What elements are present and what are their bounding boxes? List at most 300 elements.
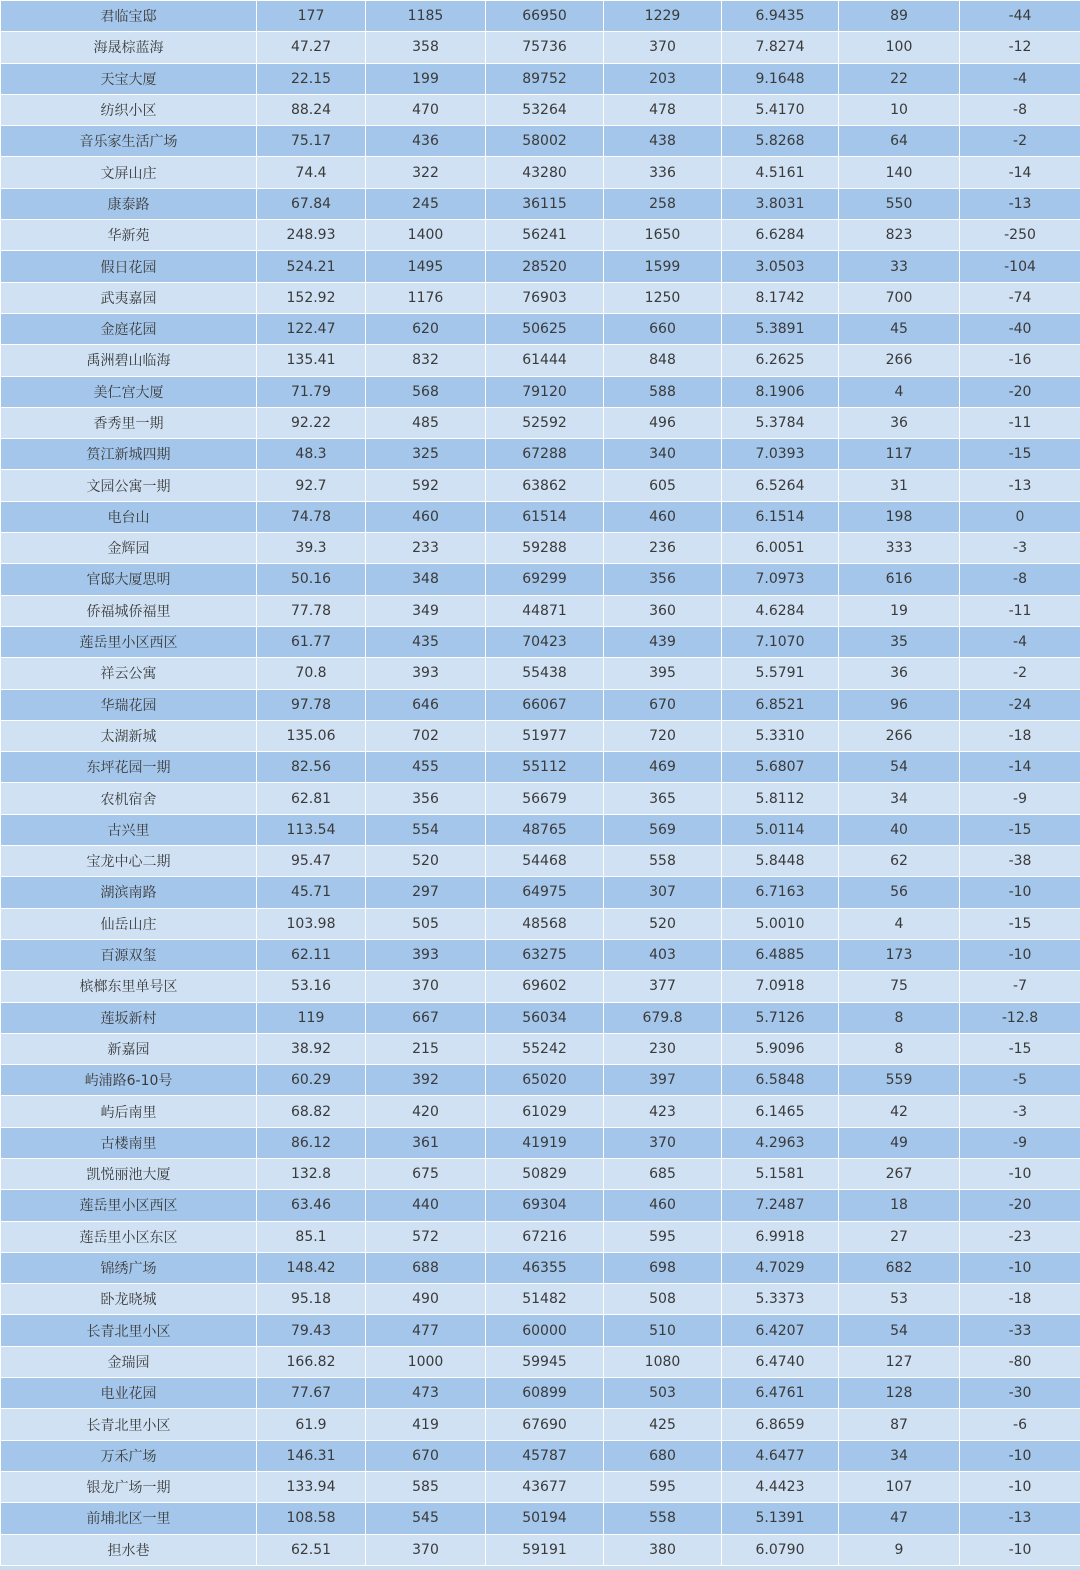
table-cell: 135.06 <box>257 720 366 751</box>
table-cell: 4.6284 <box>722 595 839 626</box>
table-row <box>1 251 1080 282</box>
community-name-cell: 海晟棕蓝海 <box>1 32 257 63</box>
table-cell: 520 <box>604 908 722 939</box>
table-cell: 832 <box>366 345 486 376</box>
table-cell: 58002 <box>486 126 604 157</box>
table-cell: 71.79 <box>257 376 366 407</box>
table-cell: 19 <box>839 595 960 626</box>
table-cell: 50.16 <box>257 564 366 595</box>
table-cell: 5.6807 <box>722 752 839 783</box>
table-cell: 558 <box>604 846 722 877</box>
table-cell: -9 <box>960 1127 1080 1158</box>
table-cell: -44 <box>960 1 1080 32</box>
table-cell: 6.8521 <box>722 689 839 720</box>
table-cell: 55242 <box>486 1033 604 1064</box>
table-cell: 5.4170 <box>722 94 839 125</box>
table-cell: 117 <box>839 439 960 470</box>
table-cell: 59191 <box>486 1534 604 1565</box>
table-cell: 61029 <box>486 1096 604 1127</box>
table-cell: 333 <box>839 533 960 564</box>
table-cell: 22 <box>839 63 960 94</box>
table-cell: 86.12 <box>257 1127 366 1158</box>
table-cell: 8 <box>839 1033 960 1064</box>
table-cell: 460 <box>604 1190 722 1221</box>
table-cell: 100 <box>839 32 960 63</box>
table-cell: 6.1514 <box>722 501 839 532</box>
table-cell: 393 <box>366 658 486 689</box>
table-cell: 267 <box>839 1158 960 1189</box>
table-cell: 7.1070 <box>722 626 839 657</box>
community-name-cell: 华新苑 <box>1 220 257 251</box>
table-cell: 95.18 <box>257 1284 366 1315</box>
table-cell: 56679 <box>486 783 604 814</box>
table-cell: 1000 <box>366 1346 486 1377</box>
table-cell: -13 <box>960 470 1080 501</box>
table-cell: 132.8 <box>257 1158 366 1189</box>
table-cell: 348 <box>366 564 486 595</box>
table-cell: 79.43 <box>257 1315 366 1346</box>
table-cell: 7.0973 <box>722 564 839 595</box>
table-cell: 54 <box>839 752 960 783</box>
table-cell: 4.7029 <box>722 1252 839 1283</box>
table-cell: 1599 <box>604 251 722 282</box>
table-cell: 6.6284 <box>722 220 839 251</box>
table-cell: 423 <box>604 1096 722 1127</box>
table-cell: 50625 <box>486 313 604 344</box>
table-cell: 107 <box>839 1471 960 1502</box>
table-cell: 61514 <box>486 501 604 532</box>
table-row <box>1 1065 1080 1096</box>
table-row <box>1 689 1080 720</box>
table-cell: 89 <box>839 1 960 32</box>
table-cell: -15 <box>960 908 1080 939</box>
table-cell: 358 <box>366 32 486 63</box>
table-cell: 361 <box>366 1127 486 1158</box>
table-cell: 6.4740 <box>722 1346 839 1377</box>
table-cell: -23 <box>960 1221 1080 1252</box>
table-cell: 69299 <box>486 564 604 595</box>
table-cell: 47 <box>839 1503 960 1534</box>
table-cell: -14 <box>960 752 1080 783</box>
table-row <box>1 439 1080 470</box>
table-cell: 41919 <box>486 1127 604 1158</box>
table-cell: 9 <box>839 1534 960 1565</box>
table-cell: 48765 <box>486 814 604 845</box>
table-cell: 5.3891 <box>722 313 839 344</box>
table-cell: 56 <box>839 877 960 908</box>
table-cell: 5.8448 <box>722 846 839 877</box>
table-cell: 595 <box>604 1221 722 1252</box>
table-cell: 4.5161 <box>722 157 839 188</box>
table-cell: 8 <box>839 1002 960 1033</box>
community-name-cell: 宝龙中心二期 <box>1 846 257 877</box>
table-cell: 5.5791 <box>722 658 839 689</box>
table-row <box>1 188 1080 219</box>
table-cell: -2 <box>960 126 1080 157</box>
table-cell: 477 <box>366 1315 486 1346</box>
table-cell: 6.1465 <box>722 1096 839 1127</box>
table-row <box>1 94 1080 125</box>
table-cell: 55438 <box>486 658 604 689</box>
table-cell: 700 <box>839 282 960 313</box>
table-cell: 4 <box>839 908 960 939</box>
table-cell: 55112 <box>486 752 604 783</box>
table-cell: 9.1648 <box>722 63 839 94</box>
table-cell: 63275 <box>486 939 604 970</box>
table-cell: 148.42 <box>257 1252 366 1283</box>
table-cell: 420 <box>366 1096 486 1127</box>
table-cell: 397 <box>604 1065 722 1096</box>
table-cell: 96 <box>839 689 960 720</box>
table-cell: 5.0010 <box>722 908 839 939</box>
table-cell: 152.92 <box>257 282 366 313</box>
table-row <box>1 157 1080 188</box>
table-row <box>1 407 1080 438</box>
table-cell: 22.15 <box>257 63 366 94</box>
table-cell: -4 <box>960 626 1080 657</box>
table-cell: 88.24 <box>257 94 366 125</box>
table-cell: 469 <box>604 752 722 783</box>
table-cell: 74.78 <box>257 501 366 532</box>
community-name-cell: 莲坂新村 <box>1 1002 257 1033</box>
table-cell: 33 <box>839 251 960 282</box>
table-cell: 380 <box>604 1534 722 1565</box>
table-cell: 87 <box>839 1409 960 1440</box>
table-cell: -250 <box>960 220 1080 251</box>
table-cell: 66950 <box>486 1 604 32</box>
table-row <box>1 126 1080 157</box>
table-cell: 103.98 <box>257 908 366 939</box>
table-cell: 1250 <box>604 282 722 313</box>
table-cell: 45.71 <box>257 877 366 908</box>
table-cell: 660 <box>604 313 722 344</box>
table-cell: 646 <box>366 689 486 720</box>
table-cell: 496 <box>604 407 722 438</box>
table-cell: 52592 <box>486 407 604 438</box>
table-cell: 47.27 <box>257 32 366 63</box>
table-cell: 245 <box>366 188 486 219</box>
table-cell: 360 <box>604 595 722 626</box>
table-cell: -10 <box>960 1534 1080 1565</box>
table-cell: 108.58 <box>257 1503 366 1534</box>
table-cell: 545 <box>366 1503 486 1534</box>
table-row <box>1 626 1080 657</box>
table-cell: 67216 <box>486 1221 604 1252</box>
table-cell: 340 <box>604 439 722 470</box>
table-cell: 62 <box>839 846 960 877</box>
table-cell: 356 <box>604 564 722 595</box>
community-name-cell: 太湖新城 <box>1 720 257 751</box>
table-cell: 266 <box>839 345 960 376</box>
table-cell: 79120 <box>486 376 604 407</box>
table-cell: 38.92 <box>257 1033 366 1064</box>
table-row <box>1 720 1080 751</box>
table-cell: 230 <box>604 1033 722 1064</box>
table-row <box>1 282 1080 313</box>
table-cell: 53264 <box>486 94 604 125</box>
table-cell: 53.16 <box>257 971 366 1002</box>
table-row <box>1 1190 1080 1221</box>
table-cell: 307 <box>604 877 722 908</box>
table-cell: 1229 <box>604 1 722 32</box>
table-cell: 559 <box>839 1065 960 1096</box>
table-cell: 336 <box>604 157 722 188</box>
community-name-cell: 仙岳山庄 <box>1 908 257 939</box>
table-cell: 7.0918 <box>722 971 839 1002</box>
table-cell: 6.8659 <box>722 1409 839 1440</box>
table-row <box>1 1033 1080 1064</box>
table-cell: 1185 <box>366 1 486 32</box>
table-cell: 46355 <box>486 1252 604 1283</box>
table-cell: 297 <box>366 877 486 908</box>
table-cell: 62.11 <box>257 939 366 970</box>
table-cell: 7.8274 <box>722 32 839 63</box>
table-row <box>1 1440 1080 1471</box>
community-name-cell: 筼江新城四期 <box>1 439 257 470</box>
table-cell: 92.22 <box>257 407 366 438</box>
table-cell: 670 <box>604 689 722 720</box>
table-cell: 720 <box>604 720 722 751</box>
community-name-cell: 武夷嘉园 <box>1 282 257 313</box>
table-cell: 393 <box>366 939 486 970</box>
table-cell: 685 <box>604 1158 722 1189</box>
table-cell: 823 <box>839 220 960 251</box>
table-cell: 554 <box>366 814 486 845</box>
table-cell: 439 <box>604 626 722 657</box>
table-cell: -10 <box>960 1158 1080 1189</box>
table-cell: 60000 <box>486 1315 604 1346</box>
table-cell: 6.9918 <box>722 1221 839 1252</box>
table-cell: 64975 <box>486 877 604 908</box>
table-cell: 5.8112 <box>722 783 839 814</box>
table-cell: 10 <box>839 94 960 125</box>
table-cell: 425 <box>604 1409 722 1440</box>
community-name-cell: 长青北里小区 <box>1 1315 257 1346</box>
table-cell: 403 <box>604 939 722 970</box>
community-name-cell: 东坪花园一期 <box>1 752 257 783</box>
table-row <box>1 1158 1080 1189</box>
community-name-cell: 香秀里一期 <box>1 407 257 438</box>
table-cell: 4 <box>839 376 960 407</box>
table-cell: 236 <box>604 533 722 564</box>
table-cell: 97.78 <box>257 689 366 720</box>
table-cell: -74 <box>960 282 1080 313</box>
table-cell: 67690 <box>486 1409 604 1440</box>
table-cell: 56241 <box>486 220 604 251</box>
table-cell: 478 <box>604 94 722 125</box>
table-cell: -12.8 <box>960 1002 1080 1033</box>
table-cell: 76903 <box>486 282 604 313</box>
table-cell: 5.3373 <box>722 1284 839 1315</box>
table-cell: 473 <box>366 1378 486 1409</box>
community-name-cell: 文屏山庄 <box>1 157 257 188</box>
table-cell: 63.46 <box>257 1190 366 1221</box>
community-name-cell: 莲岳里小区西区 <box>1 1190 257 1221</box>
table-cell: 419 <box>366 1409 486 1440</box>
table-cell: -10 <box>960 939 1080 970</box>
community-name-cell: 古兴里 <box>1 814 257 845</box>
table-cell: -11 <box>960 595 1080 626</box>
table-cell: -24 <box>960 689 1080 720</box>
table-row <box>1 1127 1080 1158</box>
table-cell: 64 <box>839 126 960 157</box>
table-cell: 392 <box>366 1065 486 1096</box>
table-cell: 128 <box>839 1378 960 1409</box>
table-cell: -14 <box>960 157 1080 188</box>
table-cell: 505 <box>366 908 486 939</box>
table-cell: 45787 <box>486 1440 604 1471</box>
table-cell: 1495 <box>366 251 486 282</box>
table-cell: 74.4 <box>257 157 366 188</box>
table-cell: -6 <box>960 1409 1080 1440</box>
table-cell: 133.94 <box>257 1471 366 1502</box>
table-cell: 54 <box>839 1315 960 1346</box>
table-cell: -10 <box>960 1252 1080 1283</box>
table-cell: 6.5848 <box>722 1065 839 1096</box>
table-cell: 75 <box>839 971 960 1002</box>
table-cell: 3.0503 <box>722 251 839 282</box>
table-cell: 5.1581 <box>722 1158 839 1189</box>
table-row <box>1 1534 1080 1565</box>
table-cell: 508 <box>604 1284 722 1315</box>
table-cell: 48.3 <box>257 439 366 470</box>
table-cell: 92.7 <box>257 470 366 501</box>
table-cell: 4.2963 <box>722 1127 839 1158</box>
table-cell: 173 <box>839 939 960 970</box>
table-cell: 49 <box>839 1127 960 1158</box>
table-row <box>1 1096 1080 1127</box>
table-cell: -40 <box>960 313 1080 344</box>
table-cell: 36 <box>839 407 960 438</box>
table-cell: 177 <box>257 1 366 32</box>
table-cell: 6.0790 <box>722 1534 839 1565</box>
table-cell: 588 <box>604 376 722 407</box>
table-cell: 490 <box>366 1284 486 1315</box>
table-cell: -3 <box>960 1096 1080 1127</box>
table-cell: 77.67 <box>257 1378 366 1409</box>
table-cell: 8.1906 <box>722 376 839 407</box>
table-cell: 31 <box>839 470 960 501</box>
table-cell: 370 <box>604 1127 722 1158</box>
table-row <box>1 501 1080 532</box>
table-cell: 485 <box>366 407 486 438</box>
table-cell: 82.56 <box>257 752 366 783</box>
community-name-cell: 祥云公寓 <box>1 658 257 689</box>
table-cell: 51482 <box>486 1284 604 1315</box>
table-cell: -20 <box>960 1190 1080 1221</box>
table-cell: -13 <box>960 188 1080 219</box>
community-name-cell: 金辉园 <box>1 533 257 564</box>
community-name-cell: 新嘉园 <box>1 1033 257 1064</box>
table-cell: 34 <box>839 1440 960 1471</box>
table-row <box>1 939 1080 970</box>
community-name-cell: 莲岳里小区西区 <box>1 626 257 657</box>
table-cell: 395 <box>604 658 722 689</box>
table-cell: 146.31 <box>257 1440 366 1471</box>
table-cell: -7 <box>960 971 1080 1002</box>
table-cell: 77.78 <box>257 595 366 626</box>
table-cell: 438 <box>604 126 722 157</box>
table-cell: 5.9096 <box>722 1033 839 1064</box>
table-cell: 42 <box>839 1096 960 1127</box>
community-name-cell: 侨福城侨福里 <box>1 595 257 626</box>
table-row <box>1 1221 1080 1252</box>
table-cell: 356 <box>366 783 486 814</box>
table-cell: 510 <box>604 1315 722 1346</box>
table-cell: 679.8 <box>604 1002 722 1033</box>
table-row <box>1 220 1080 251</box>
table-cell: 592 <box>366 470 486 501</box>
table-cell: -30 <box>960 1378 1080 1409</box>
table-row <box>1 1409 1080 1440</box>
table-cell: 68.82 <box>257 1096 366 1127</box>
table-cell: 698 <box>604 1252 722 1283</box>
table-cell: 140 <box>839 157 960 188</box>
table-cell: 248.93 <box>257 220 366 251</box>
table-cell: -20 <box>960 376 1080 407</box>
table-row <box>1 595 1080 626</box>
table-cell: 5.0114 <box>722 814 839 845</box>
table-cell: 48568 <box>486 908 604 939</box>
community-name-cell: 百源双玺 <box>1 939 257 970</box>
table-cell: 7.2487 <box>722 1190 839 1221</box>
table-row <box>1 783 1080 814</box>
table-row <box>1 1503 1080 1534</box>
table-cell: 198 <box>839 501 960 532</box>
table-cell: 568 <box>366 376 486 407</box>
table-row <box>1 32 1080 63</box>
table-cell: 43677 <box>486 1471 604 1502</box>
table-cell: 63862 <box>486 470 604 501</box>
community-name-cell: 官邸大厦思明 <box>1 564 257 595</box>
table-cell: -4 <box>960 63 1080 94</box>
table-cell: -15 <box>960 439 1080 470</box>
table-cell: 113.54 <box>257 814 366 845</box>
table-row <box>1 1471 1080 1502</box>
table-cell: 95.47 <box>257 846 366 877</box>
community-name-cell: 电业花园 <box>1 1378 257 1409</box>
table-cell: 605 <box>604 470 722 501</box>
table-cell: 667 <box>366 1002 486 1033</box>
table-cell: -11 <box>960 407 1080 438</box>
table-cell: 620 <box>366 313 486 344</box>
table-cell: 377 <box>604 971 722 1002</box>
table-row <box>1 470 1080 501</box>
table-cell: 503 <box>604 1378 722 1409</box>
community-name-cell: 金瑞园 <box>1 1346 257 1377</box>
table-cell: -10 <box>960 1440 1080 1471</box>
table-cell: 203 <box>604 63 722 94</box>
table-cell: 569 <box>604 814 722 845</box>
community-name-cell: 锦绣广场 <box>1 1252 257 1283</box>
table-cell: 1176 <box>366 282 486 313</box>
community-name-cell: 君临宝邸 <box>1 1 257 32</box>
community-name-cell: 凯悦丽池大厦 <box>1 1158 257 1189</box>
community-name-cell: 康泰路 <box>1 188 257 219</box>
table-cell: 6.4761 <box>722 1378 839 1409</box>
table-cell: -18 <box>960 720 1080 751</box>
table-row <box>1 814 1080 845</box>
table-row <box>1 752 1080 783</box>
table-cell: 233 <box>366 533 486 564</box>
table-cell: 60.29 <box>257 1065 366 1096</box>
table-cell: 28520 <box>486 251 604 282</box>
table-cell: 85.1 <box>257 1221 366 1252</box>
community-name-cell: 万禾广场 <box>1 1440 257 1471</box>
community-name-cell: 假日花园 <box>1 251 257 282</box>
table-cell: 370 <box>604 32 722 63</box>
table-cell: 215 <box>366 1033 486 1064</box>
